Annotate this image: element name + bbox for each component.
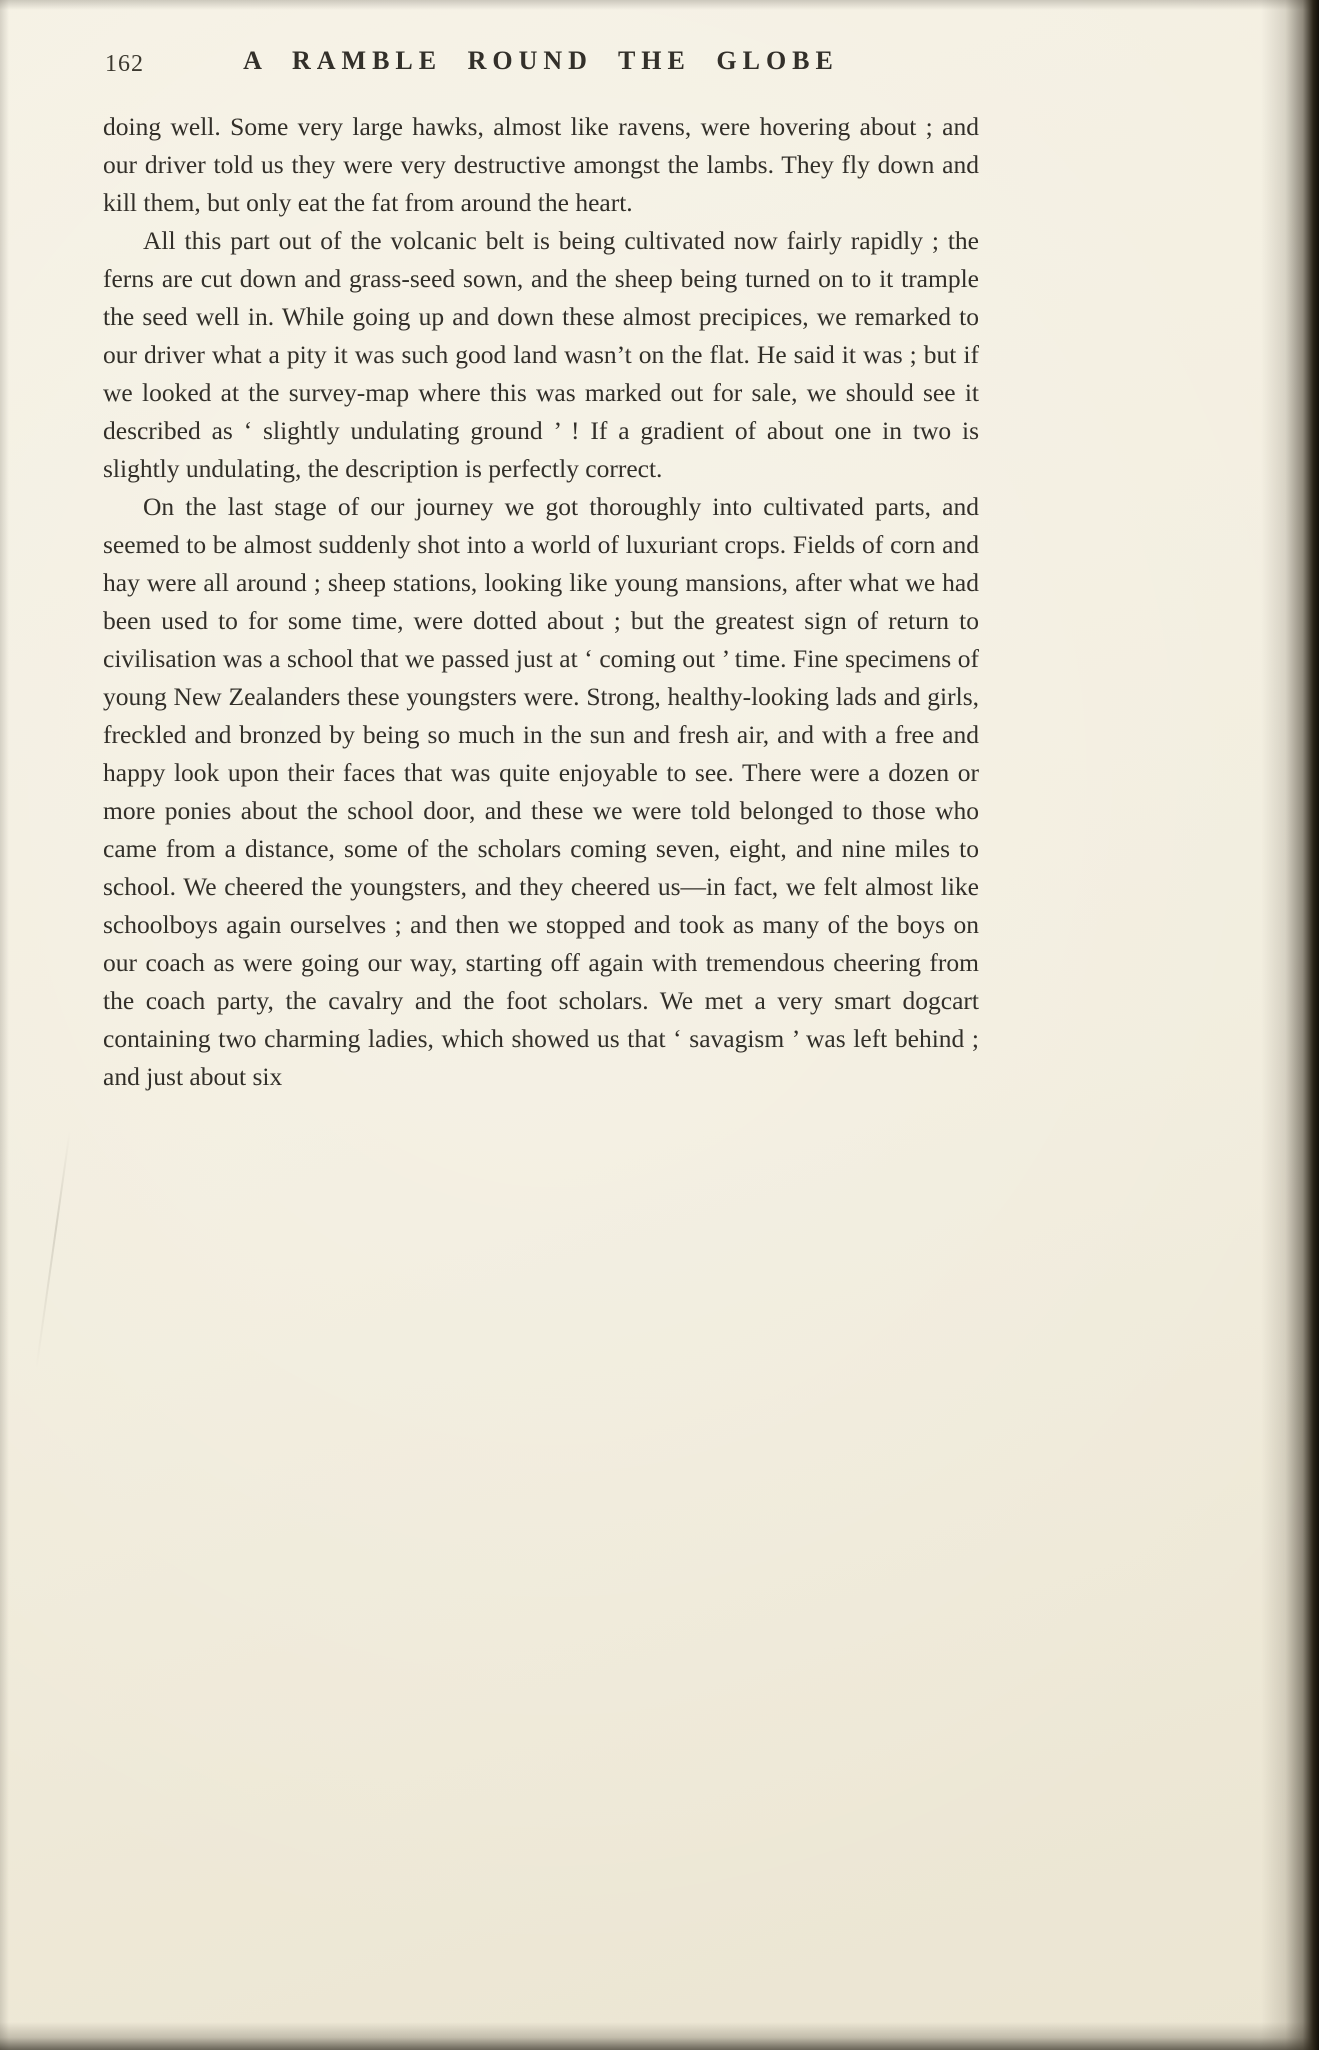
paragraph: All this part out of the volcanic belt is being cultivated now fairly rapidly ; the ferns are cut down and grass-seed sown, and the sheep being turned on to it trample the seed well in. While going up and down these almost precipices, we remarked to our driver what a pity it was such good land wasn’t on the flat. He said it was ; but if we looked at the survey-map where this was marked out for sale, we should see it described as ‘ slightly undulating ground ’ ! If a gradient of about one in two is slightly undulating, the description is perfectly correct. — [103, 226, 979, 483]
page-header — [103, 46, 979, 84]
page-edge-left-shadow — [0, 0, 9, 2050]
page-edge-bottom-shadow — [0, 2022, 1319, 2050]
page-content — [103, 46, 979, 1096]
running-title: A RAMBLE ROUND THE GLOBE — [243, 46, 839, 75]
paragraph: doing well. Some very large hawks, almost like ravens, were hovering about ; and our driver told us they were very destructive amongst the lambs. They fly down and kill them, but only eat the fat from around the heart. — [103, 112, 979, 217]
page-edge-right-shadow — [1261, 0, 1319, 2050]
paragraph: On the last stage of our journey we got thoroughly into cultivated parts, and seemed to be almost suddenly shot into a world of luxuriant crops. Fields of corn and hay were all around ; sheep stations, looking like young mansions, after what we had been used to for some time, were dotted about ; but the greatest sign of return to civilisation was a school that we passed just at ‘ coming out ’ time. Fine specimens of young New Zealanders these youngsters were. Strong, healthy-looking lads and girls, freckled and bronzed by being so much in the sun and fresh air, and with a free and happy look upon their faces that was quite enjoyable to see. There were a dozen or more ponies about the school door, and these we were told belonged to those who came from a distance, some of the scholars coming seven, eight, and nine miles to school. We cheered the youngsters, and they cheered us—in fact, we felt almost like schoolboys again ourselves ; and then we stopped and took as many of the boys on our coach as were going our way, starting off again with tremendous cheering from the coach party, the cavalry and the foot scholars. We met a very smart dogcart containing two charming ladies, which showed us that ‘ savagism ’ was left behind ; and just about six — [103, 492, 979, 1091]
paper-crease — [35, 1131, 70, 1369]
body-text — [103, 108, 979, 1096]
page-number: 162 — [105, 51, 144, 77]
page-edge-top-shadow — [0, 0, 1319, 10]
